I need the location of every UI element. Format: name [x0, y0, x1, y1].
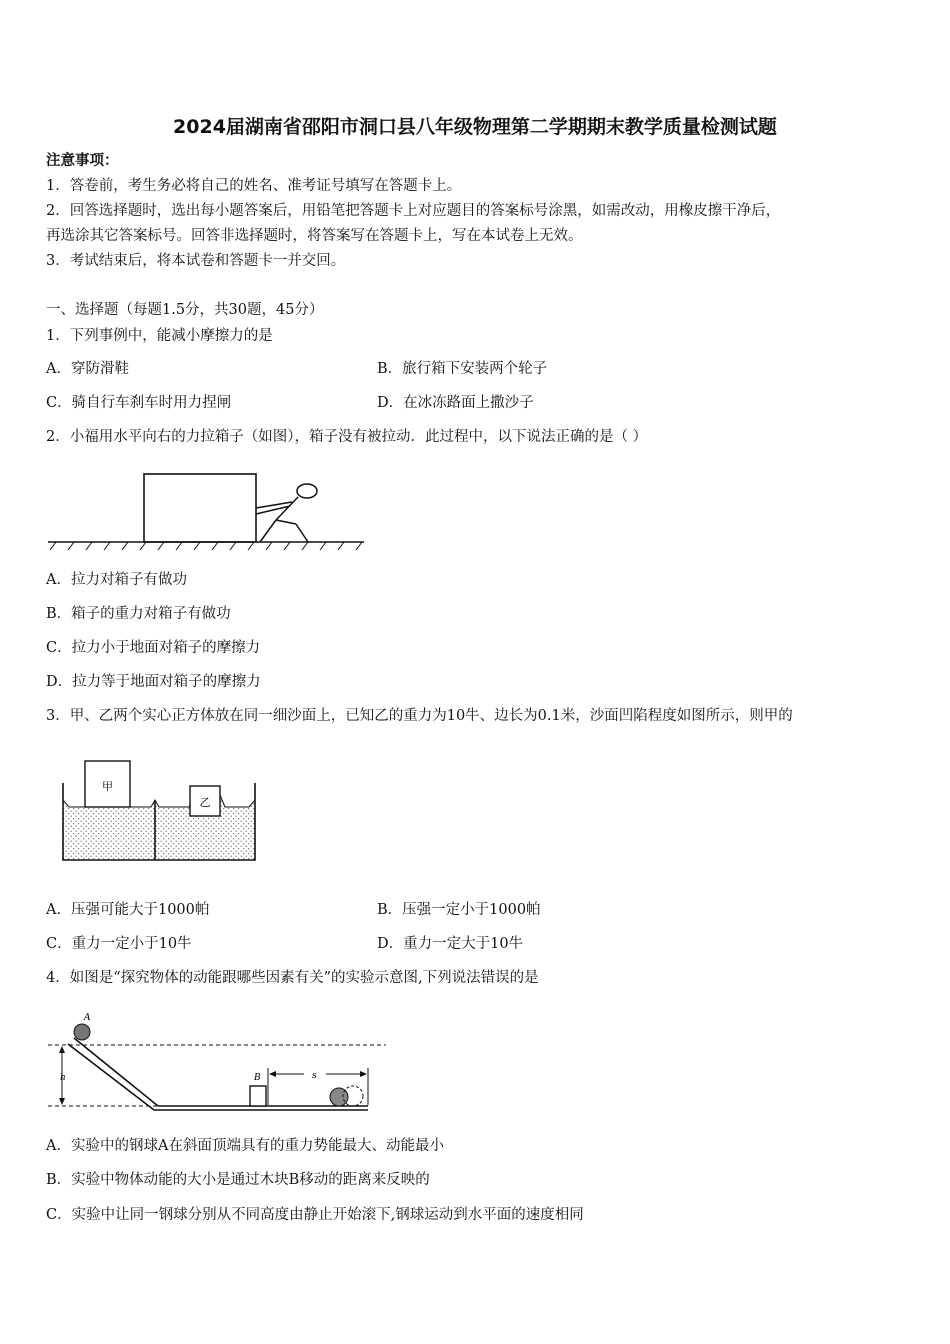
label-jia: 甲 [102, 780, 113, 793]
box-shape [144, 474, 256, 542]
q4-option-a: A．实验中的钢球A在斜面顶端具有的重力势能最大、动能最小 [46, 1138, 444, 1154]
q1-option-a: A．穿防滑鞋 [46, 361, 129, 377]
section-heading: 一、选择题（每题1.5分，共30题，45分） [46, 302, 324, 318]
page-title: 2024届湖南省邵阳市洞口县八年级物理第二学期期末教学质量检测试题 [173, 116, 777, 138]
q3-sand-figure [55, 755, 265, 865]
q1-option-d: D．在冰冻路面上撒沙子 [377, 395, 534, 411]
notice-item-2: 2．回答选择题时，选出每小题答案后，用铅笔把答题卡上对应题目的答案标号涂黑，如需改动，用橡皮擦干净后， [46, 203, 781, 219]
label-a: A [84, 1013, 91, 1023]
q4-kinetic-energy-figure [46, 1008, 386, 1113]
q4-stem: 4．如图是“探究物体的动能跟哪些因素有关”的实验示意图,下列说法错误的是 [46, 970, 539, 986]
q2-stem: 2．小福用水平向右的力拉箱子（如图），箱子没有被拉动．此过程中，以下说法正确的是（ ） [46, 429, 648, 445]
q4-option-c: C．实验中让同一钢球分别从不同高度由静止开始滚下,钢球运动到水平面的速度相同 [46, 1207, 584, 1223]
label-h: h [60, 1073, 66, 1083]
q3-option-c: C．重力一定小于10牛 [46, 936, 192, 952]
label-yi: 乙 [199, 796, 211, 809]
steel-ball-a [74, 1024, 90, 1040]
q1-option-b: B．旅行箱下安装两个轮子 [377, 361, 548, 377]
q2-option-d: D．拉力等于地面对箱子的摩擦力 [46, 674, 261, 690]
person-figure [256, 484, 317, 542]
steel-ball-final [330, 1088, 348, 1106]
q2-box-pull-figure [46, 468, 366, 556]
notice-heading: 注意事项： [46, 152, 119, 169]
q1-stem: 1．下列事例中，能减小摩擦力的是 [46, 328, 273, 344]
ramp-bottom [68, 1044, 154, 1110]
label-b: B [254, 1073, 261, 1083]
q3-stem: 3．甲、乙两个实心正方体放在同一细沙面上，已知乙的重力为10牛、边长为0.1米，沙面凹陷程度如图所示，则甲的 [46, 708, 793, 724]
ground-hatching [50, 542, 362, 550]
q2-option-b: B．箱子的重力对箱子有做功 [46, 606, 231, 622]
q2-option-a: A．拉力对箱子有做功 [46, 572, 187, 588]
notice-item-2-cont: 再选涂其它答案标号。回答非选择题时，将答案写在答题卡上，写在本试卷上无效。 [46, 228, 583, 244]
wood-block-b [250, 1086, 266, 1106]
q4-option-b: B．实验中物体动能的大小是通过木块B移动的距离来反映的 [46, 1172, 430, 1188]
notice-item-1: 1．答卷前，考生务必将自己的姓名、准考证号填写在答题卡上。 [46, 178, 462, 194]
q3-option-a: A．压强可能大于1000帕 [46, 902, 210, 918]
ramp-top [74, 1038, 158, 1106]
q2-option-c: C．拉力小于地面对箱子的摩擦力 [46, 640, 261, 656]
q3-option-d: D．重力一定大于10牛 [377, 936, 524, 952]
notice-item-3: 3．考试结束后，将本试卷和答题卡一并交回。 [46, 253, 346, 269]
q3-option-b: B．压强一定小于1000帕 [377, 902, 541, 918]
q1-option-c: C．骑自行车刹车时用力捏闸 [46, 395, 232, 411]
label-s: s [312, 1071, 317, 1081]
